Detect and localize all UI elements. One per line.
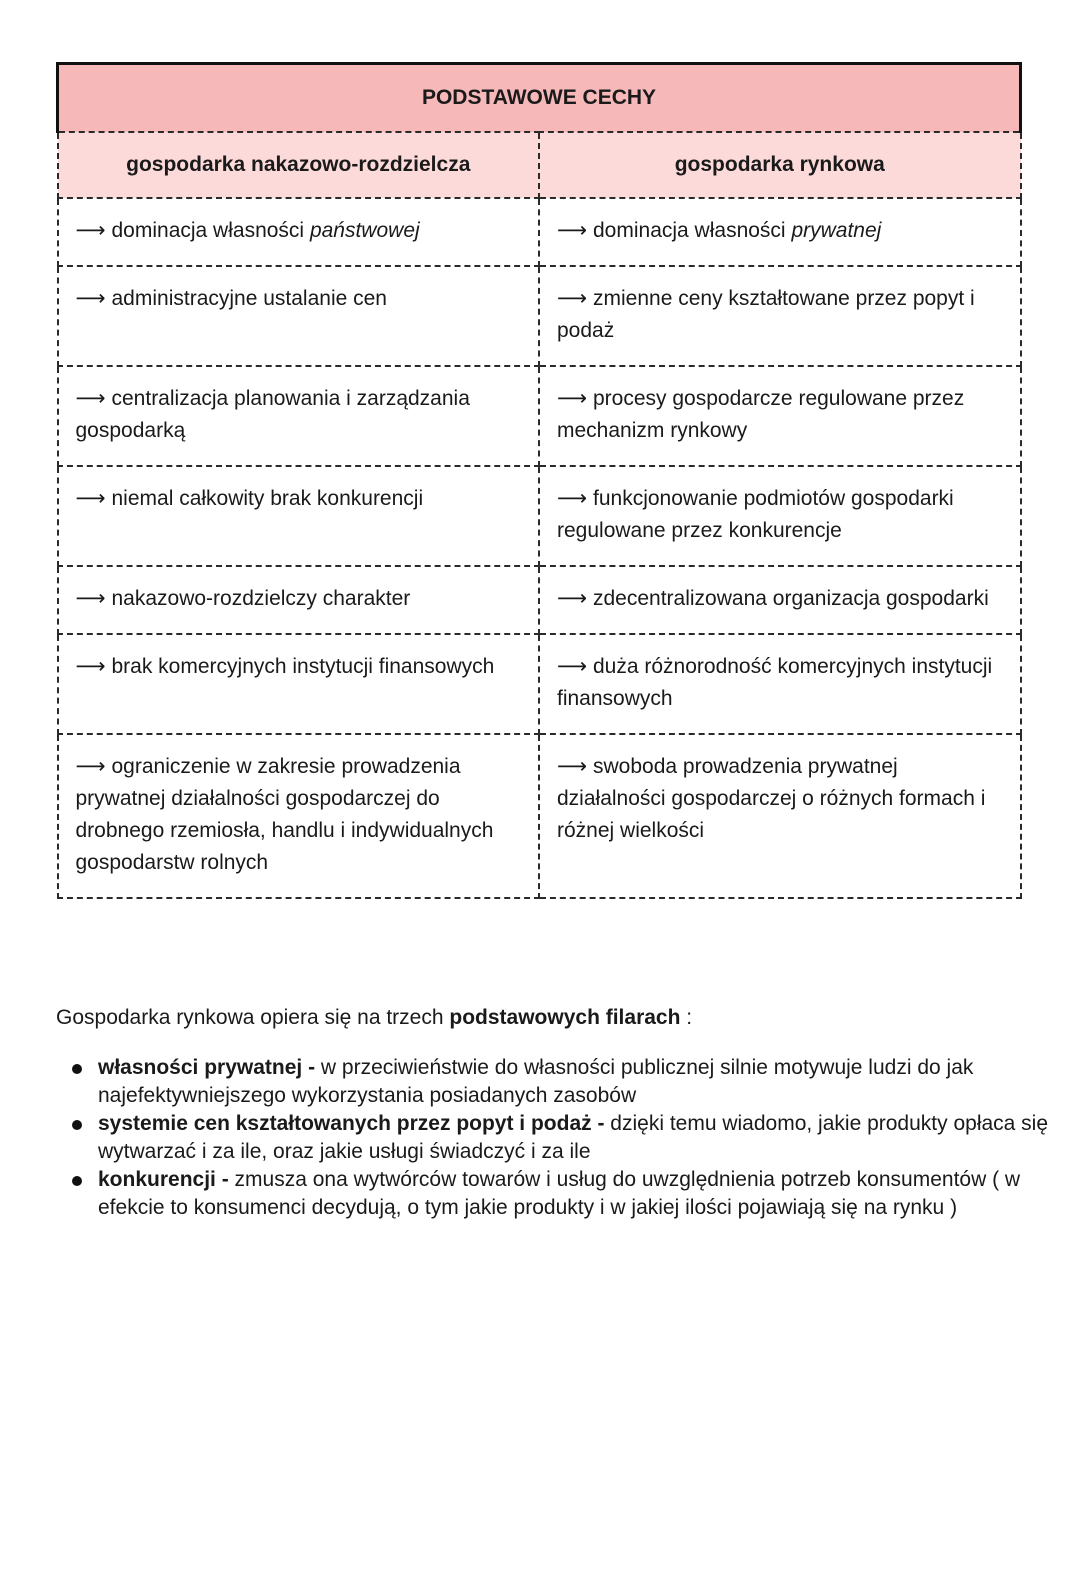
- arrow-icon: ⟶: [75, 655, 106, 678]
- cell-text: nakazowo-rozdzielczy charakter: [111, 587, 411, 610]
- table-row: [58, 566, 1021, 634]
- cell-text: swoboda prowadzenia prywatnej działalności gospodarczej o różnych formach i różnej wielkości: [557, 755, 986, 842]
- pillar-description: zmusza ona wytwórców towarów i usług do uwzględnienia potrzeb konsumentów ( w efekcie to konsumenci decydują, o tym jakie produkty i w jakiej ilości pojawiają się na rynku ): [98, 1168, 1021, 1219]
- arrow-icon: ⟶: [75, 287, 106, 310]
- column-header-market-economy: gospodarka rynkowa: [539, 132, 1021, 198]
- cell-market-economy: [539, 366, 1021, 466]
- cell-market-economy: [539, 634, 1021, 734]
- cell-text: zmienne ceny kształtowane przez popyt i podaż: [557, 287, 975, 342]
- table-title-row: [58, 64, 1021, 133]
- cell-market-economy: [539, 266, 1021, 366]
- cell-emphasis: państwowej: [309, 219, 420, 242]
- table-row: [58, 734, 1021, 898]
- pillar-description: dzięki temu wiadomo, jakie produkty opłaca się wytwarzać i za ile, oraz jakie usługi świadczyć i za ile: [98, 1112, 1049, 1163]
- arrow-icon: ⟶: [75, 755, 106, 778]
- pillars-intro: [56, 1003, 1022, 1033]
- table-row: [58, 198, 1021, 266]
- cell-emphasis: prywatnej: [791, 219, 882, 242]
- cell-text: niemal całkowity brak konkurencji: [111, 487, 424, 510]
- column-header-command-economy: gospodarka nakazowo-rozdzielcza: [58, 132, 540, 198]
- arrow-icon: ⟶: [557, 587, 588, 610]
- cell-market-economy: [539, 734, 1021, 898]
- cell-command-economy: [58, 734, 540, 898]
- arrow-icon: ⟶: [75, 487, 106, 510]
- cell-command-economy: [58, 634, 540, 734]
- bullet-icon: [72, 1120, 82, 1130]
- cell-command-economy: [58, 566, 540, 634]
- cell-text: administracyjne ustalanie cen: [111, 287, 387, 310]
- table-body: [58, 198, 1021, 898]
- comparison-table: [56, 62, 1022, 899]
- arrow-icon: ⟶: [75, 387, 106, 410]
- cell-text: centralizacja planowania i zarządzania gospodarką: [75, 387, 470, 442]
- pillar-term: systemie cen kształtowanych przez popyt i podaż -: [98, 1112, 605, 1135]
- arrow-icon: ⟶: [557, 387, 588, 410]
- cell-command-economy: [58, 366, 540, 466]
- table-row: [58, 366, 1021, 466]
- arrow-icon: ⟶: [557, 287, 588, 310]
- table-header-row: [58, 132, 1021, 198]
- intro-text: Gospodarka rynkowa opiera się na trzech: [56, 1006, 450, 1029]
- cell-market-economy: [539, 466, 1021, 566]
- cell-market-economy: [539, 566, 1021, 634]
- pillar-term: własności prywatnej -: [98, 1056, 316, 1079]
- cell-text: zdecentralizowana organizacja gospodarki: [593, 587, 989, 610]
- table-row: [58, 266, 1021, 366]
- bullet-icon: [72, 1176, 82, 1186]
- intro-suffix: :: [680, 1006, 693, 1029]
- cell-text: duża różnorodność komercyjnych instytucji finansowych: [557, 655, 993, 710]
- pillars-list: [56, 1054, 1064, 1222]
- bullet-icon: [72, 1064, 82, 1074]
- arrow-icon: ⟶: [557, 755, 588, 778]
- arrow-icon: ⟶: [75, 219, 106, 242]
- intro-bold: podstawowych filarach: [449, 1006, 681, 1029]
- pillar-term: konkurencji -: [98, 1168, 229, 1191]
- arrow-icon: ⟶: [557, 655, 588, 678]
- list-item: [98, 1110, 1064, 1166]
- list-item: [98, 1166, 1064, 1222]
- cell-text: brak komercyjnych instytucji finansowych: [111, 655, 495, 678]
- arrow-icon: ⟶: [557, 487, 588, 510]
- table-row: [58, 466, 1021, 566]
- cell-text: funkcjonowanie podmiotów gospodarki regulowane przez konkurencje: [557, 487, 954, 542]
- cell-text: dominacja własności: [111, 219, 310, 242]
- list-item: [98, 1054, 1064, 1110]
- cell-text: dominacja własności: [593, 219, 792, 242]
- arrow-icon: ⟶: [557, 219, 588, 242]
- cell-command-economy: [58, 466, 540, 566]
- comparison-table-wrapper: [56, 62, 1022, 899]
- table-row: [58, 634, 1021, 734]
- pillar-description: w przeciwieństwie do własności publicznej silnie motywuje ludzi do jak najefektywniejszego wykorzystania posiadanych zasobów: [98, 1056, 974, 1107]
- cell-command-economy: [58, 198, 540, 266]
- table-title: PODSTAWOWE CECHY: [58, 64, 1021, 133]
- cell-command-economy: [58, 266, 540, 366]
- cell-market-economy: [539, 198, 1021, 266]
- cell-text: ograniczenie w zakresie prowadzenia prywatnej działalności gospodarczej do drobnego rzemiosła, handlu i indywidualnych gospodarstw rolnych: [75, 755, 494, 874]
- arrow-icon: ⟶: [75, 587, 106, 610]
- cell-text: procesy gospodarcze regulowane przez mechanizm rynkowy: [557, 387, 965, 442]
